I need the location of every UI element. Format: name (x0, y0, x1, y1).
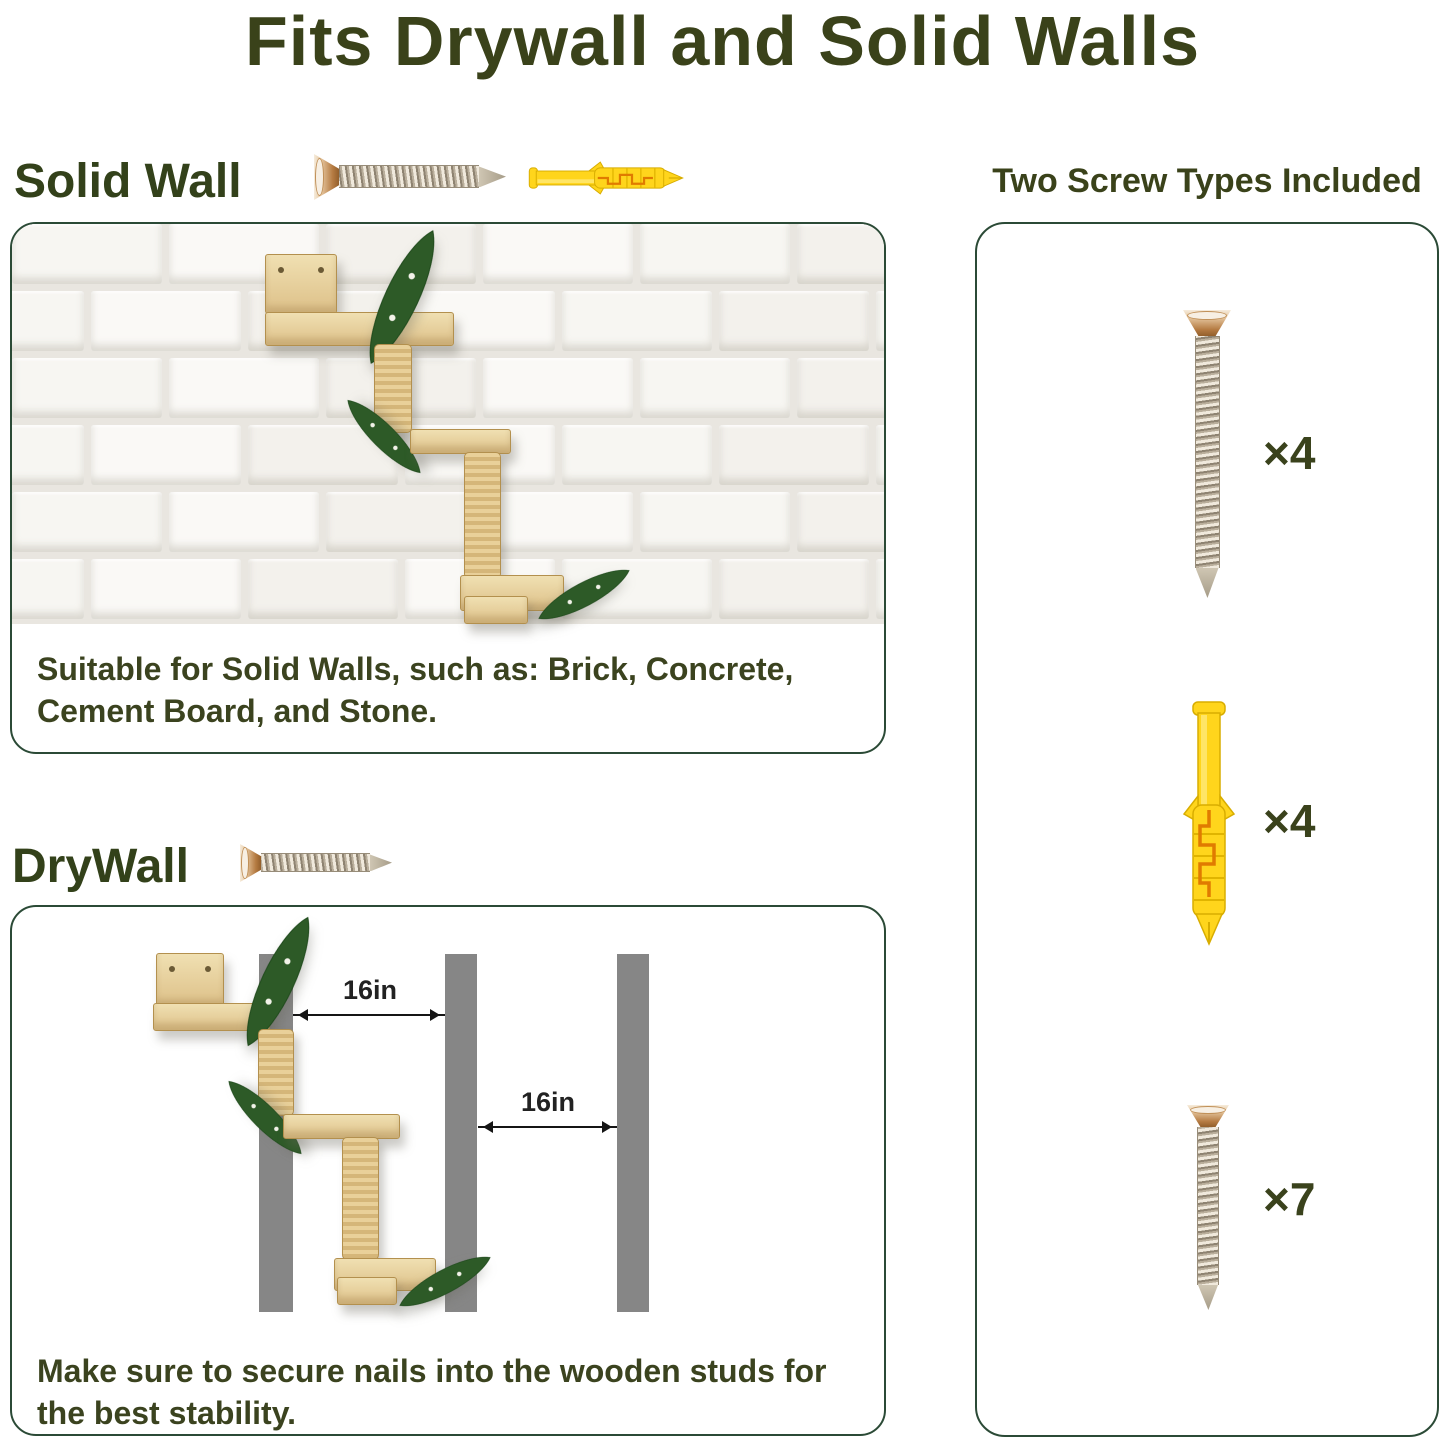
wood-mount-plate (156, 953, 224, 1007)
wall-anchor-icon (1181, 700, 1237, 946)
drywall-heading: DryWall (12, 840, 189, 893)
dimension-arrow (478, 1126, 617, 1128)
solid-wall-caption: Suitable for Solid Walls, such as: Brick, Concrete, Cement Board, and Stone. (37, 651, 794, 730)
quantity-label: ×4 (1263, 427, 1316, 479)
quantity-label: ×4 (1263, 795, 1316, 847)
wood-corner-block (337, 1277, 397, 1305)
cat-wall-steps-product (12, 224, 884, 752)
stud-spacing-label: 16in (342, 975, 398, 1005)
screw-icon (238, 840, 394, 886)
wood-step (283, 1114, 400, 1139)
screw-icon (312, 150, 508, 204)
quantity-label: ×7 (1263, 1173, 1316, 1225)
short-screw-icon (1187, 1105, 1229, 1310)
solid-wall-heading: Solid Wall (14, 155, 242, 208)
wood-step (410, 429, 511, 454)
leaf-decoration (387, 1236, 502, 1328)
sisal-post (342, 1137, 379, 1260)
included-panel (975, 222, 1439, 1437)
long-screw-icon (1183, 310, 1231, 598)
wall-anchor-icon (526, 152, 686, 204)
wood-mount-plate (265, 254, 337, 314)
wood-corner-block (464, 596, 528, 624)
solid-wall-panel (10, 222, 886, 754)
sisal-post (464, 452, 501, 579)
drywall-caption: Make sure to secure nails into the wooden studs for the best stability. (37, 1353, 827, 1432)
cat-wall-steps-diagram (12, 907, 884, 1434)
drywall-panel (10, 905, 886, 1436)
stud-spacing-label: 16in (520, 1087, 576, 1117)
leaf-decoration (526, 549, 641, 641)
included-heading: Two Screw Types Included (992, 162, 1422, 200)
page-title: Fits Drywall and Solid Walls (244, 2, 1201, 80)
dimension-arrow (293, 1014, 445, 1016)
